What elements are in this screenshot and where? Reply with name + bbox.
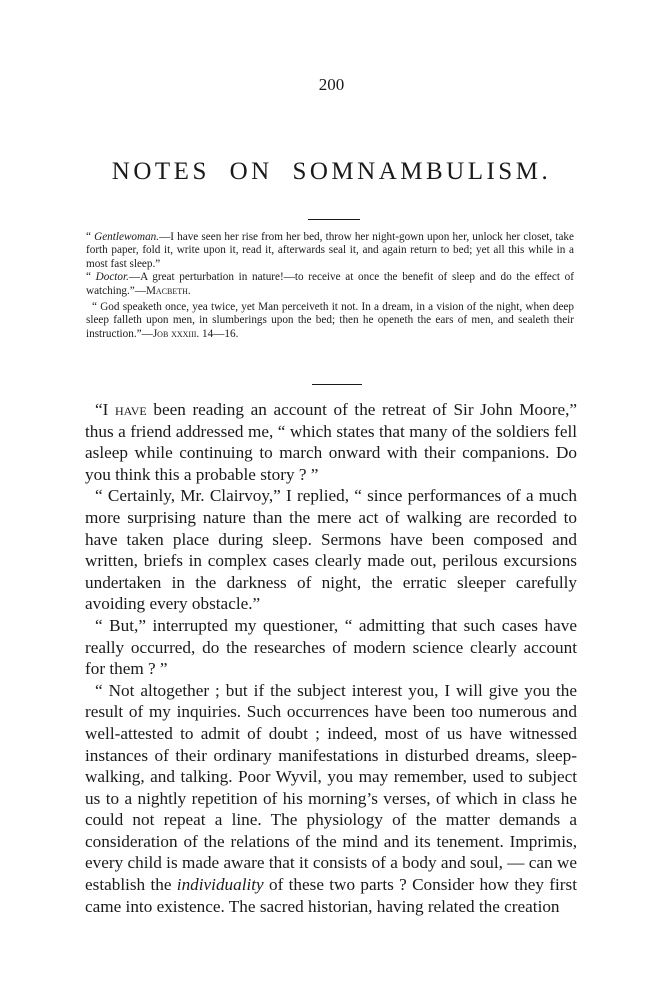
page-number: 200 [318,75,345,94]
epigraph-job-text: “ God speaketh once, yea twice, yet Man perceiveth it not. In a dream, in a vision of the night, when deep sleep falleth upon men, in slumberings upon the bed; then he openeth the ears of men, and sealeth their instruction.”— [86,301,574,340]
section-rule [312,384,362,385]
epigraph-gentlewoman-text: —I have seen her rise from her bed, throw her night-gown upon her, unlock her closet, take forth paper, fold it, write upon it, read it, afterwards seal it, and again return to bed; yet all this while in a most fast sleep.” [86,231,574,270]
body-text [85,399,577,917]
quote-mark: “ [86,231,95,243]
article-title: NOTES ON SOMNAMBULISM. [111,158,552,185]
quote-mark: “ [86,271,96,284]
epigraph-source-macbeth: Macbeth. [145,284,191,297]
paragraph-4-text: “ Not altogether ; but if the subject interest you, I will give you the result of my inquiries. Such occurrences have been too numerous and well-attested to admit of doubt ; indeed, most of us have witnessed instances of their ordinary manifestations in disturbed dreams, sleep-walking, and talking. Poor Wyvil, you may remember, used to subject us to a nightly repetition of his morning’s verses, of which in class he could not repeat a line. The physiology of the matter demands a consideration of the relations of the mind and its tenement. Imprimis, every child is made aware that it consists of a body and soul, — can we establish the [85,680,577,895]
paragraph-3: “ But,” interrupted my questioner, “ admitting that such cases have really occurred, do the researches of modern science clearly account for them ? ” [85,615,577,679]
epigraphs [86,231,574,344]
epigraph-source-job: Job xxxiii. [152,327,200,340]
paragraph-4 [85,680,577,918]
epigraph-job-ref: 14—16. [199,327,239,340]
speaker-doctor: Doctor. [95,271,129,284]
paragraph-2: “ Certainly, Mr. Clairvoy,” I replied, “ since performances of a much more surprising nature than the mere act of walking are recorded to have taken place during sleep. Sermons have been composed and written, briefs in complex cases clearly made out, perilous excursions undertaken in the darkness of night, the erratic sleeper carefully avoiding every obstacle.” [85,486,577,614]
dropword: “I [95,400,115,419]
paragraph-1-text: been reading an account of the retreat of Sir John Moore,” thus a friend addressed me, “ which states that many of the soldiers fell asleep while continuing to march onward with their companions. Do you think this a probable story ? ” [85,400,577,484]
epigraph-job [86,301,574,341]
small-caps-word: have [114,400,147,419]
paragraph-4-text-end: of these two parts ? Consider how they first came into existence. The sacred historian, having related the creation [85,875,577,916]
paragraph-1 [85,399,577,485]
epigraph-gentlewoman [86,231,574,298]
italic-word: individuality [176,875,264,895]
title-rule [308,219,360,220]
speaker-gentlewoman: Gentlewoman. [94,231,160,243]
epigraph-doctor-text: —A great perturbation in nature!—to receive at once the benefit of sleep and do the effect of watching.”— [86,271,574,297]
